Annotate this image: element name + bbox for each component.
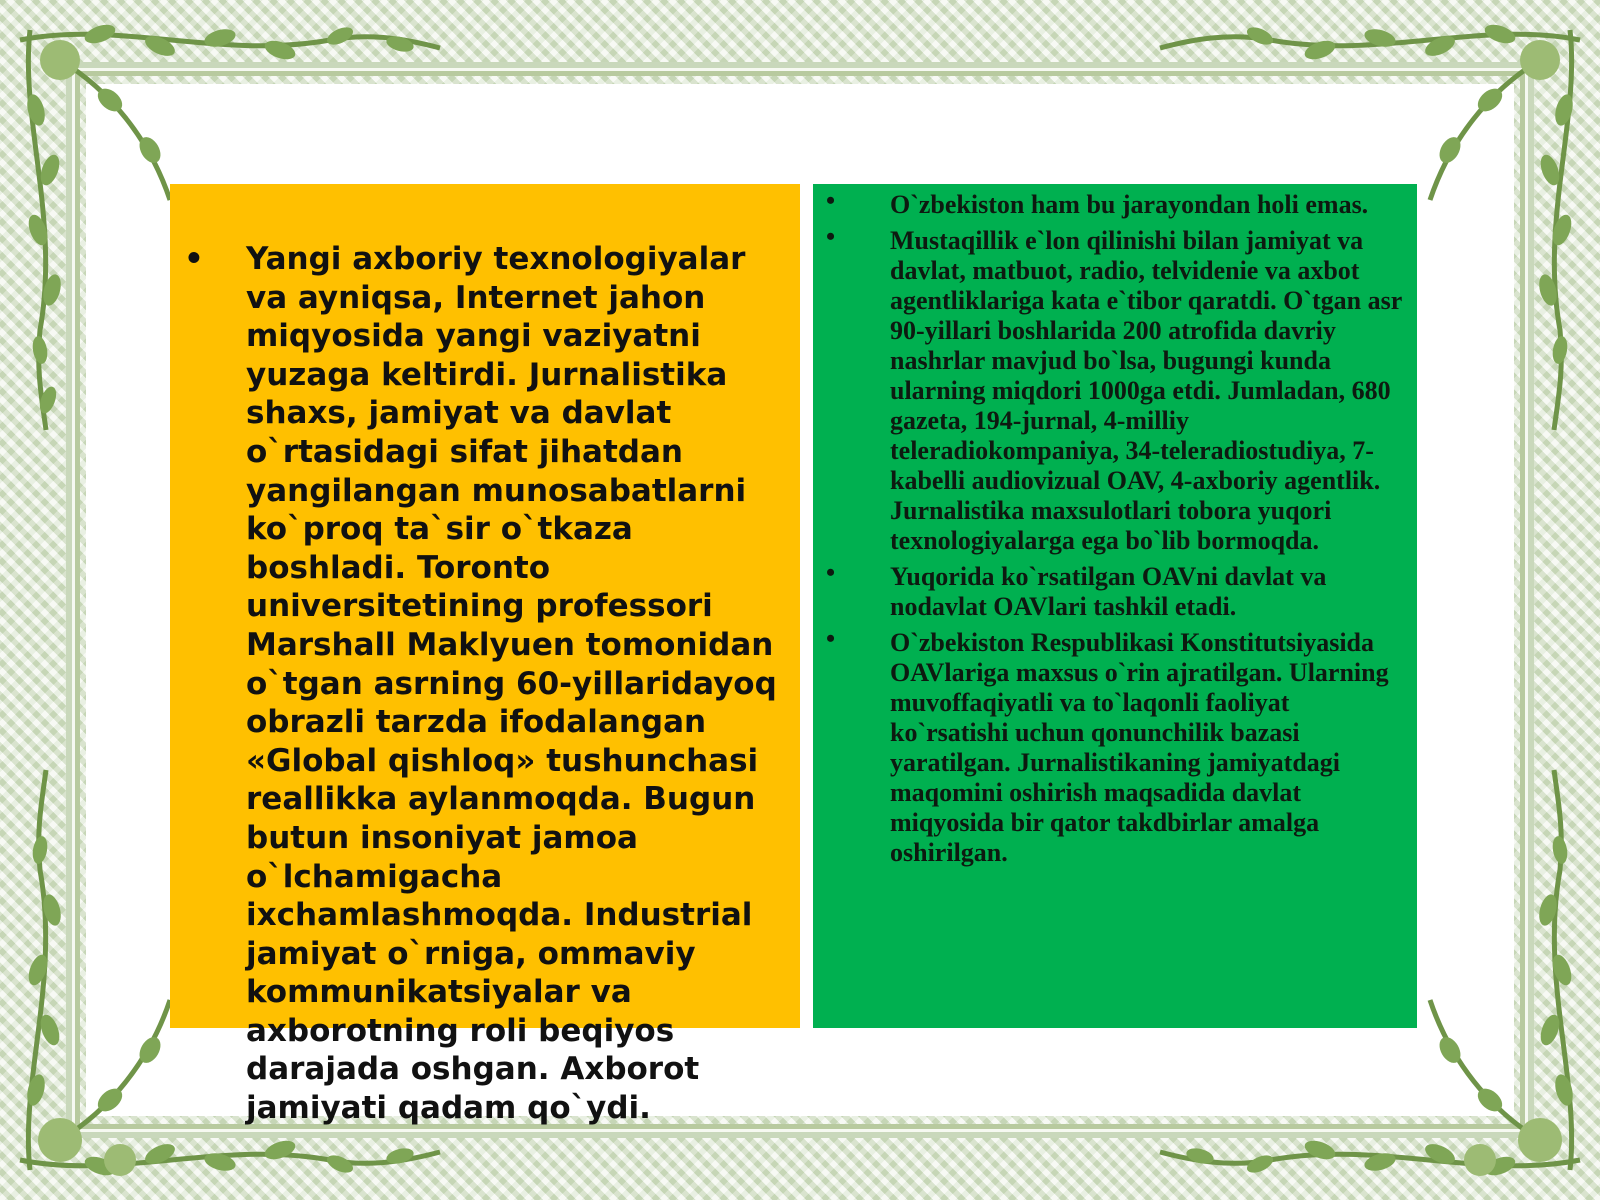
bullet: • — [826, 222, 836, 251]
list-item — [826, 624, 1404, 868]
list-item — [184, 240, 784, 1128]
bullet: • — [826, 186, 836, 215]
list-item — [826, 222, 1404, 556]
list-item — [826, 186, 1404, 220]
list-item-text: O`zbekiston ham bu jarayondan holi emas. — [890, 190, 1369, 219]
list-item-text: Mustaqillik e`lon qilinishi bilan jamiyat va davlat, matbuot, radio, telvidenie va axbot agentliklariga kata e`tibor qaratdi. O`tgan asr 90-yillari boshlarida 200 atrofida davriy nashrlar mavjud bo`lsa, bugungi kunda ularning miqdori 1000ga etdi. Jumladan, 680 gazeta, 194-jurnal, 4-milliy teleradiokompaniya, 34-teleradiostudiya, 7- kabelli audiovizual OAV, 4-axboriy agentlik. Jurnalistika maxsulotlari tobora yuqori texnologiyalarga ega bo`lib bormoqda. — [890, 226, 1402, 555]
list-item-text: O`zbekiston Respublikasi Konstitutsiyasida OAVlariga maxsus o`rin ajratilgan. Ularning muvoffaqiyatli va to`laqonli faoliyat ko`rsatishi uchun qonunchilik bazasi yaratilgan. Jurnalistikaning jamiyatdagi maqomini oshirish maqsadida davlat miqyosida bir qator takdbirlar amalga oshirilgan. — [890, 628, 1389, 867]
left-bullet-list — [184, 240, 784, 1128]
right-bullet-list — [826, 186, 1404, 874]
list-item-text: Yuqorida ko`rsatilgan OAVni davlat va nodavlat OAVlari tashkil etadi. — [890, 562, 1327, 621]
bullet: • — [826, 624, 836, 653]
bullet: • — [826, 558, 836, 587]
list-item — [826, 558, 1404, 622]
left-paragraph: Yangi axboriy texnologiyalar va ayniqsa, Internet jahon miqyosida yangi vaziyatni yuzaga keltirdi. Jurnalistika shaxs, jamiyat va davlat o`rtasidagi sifat jihatdan yangilangan munosabatlarni ko`proq ta`sir o`tkaza boshladi. Toronto universitetining professori Marshall Maklyuen tomonidan o`tgan asrning 60-yillaridayoq obrazli tarzda ifodalangan «Global qishloq» tushunchasi reallikka aylanmoqda. Bugun butun insoniyat jamoa o`lchamigacha ixchamlashmoqda. Industrial jamiyat o`rniga, ommaviy kommunikatsiyalar va axborotning roli beqiyos darajada oshgan. Axborot jamiyati qadam qo`ydi. — [246, 241, 777, 1127]
bullet: • — [184, 241, 204, 277]
